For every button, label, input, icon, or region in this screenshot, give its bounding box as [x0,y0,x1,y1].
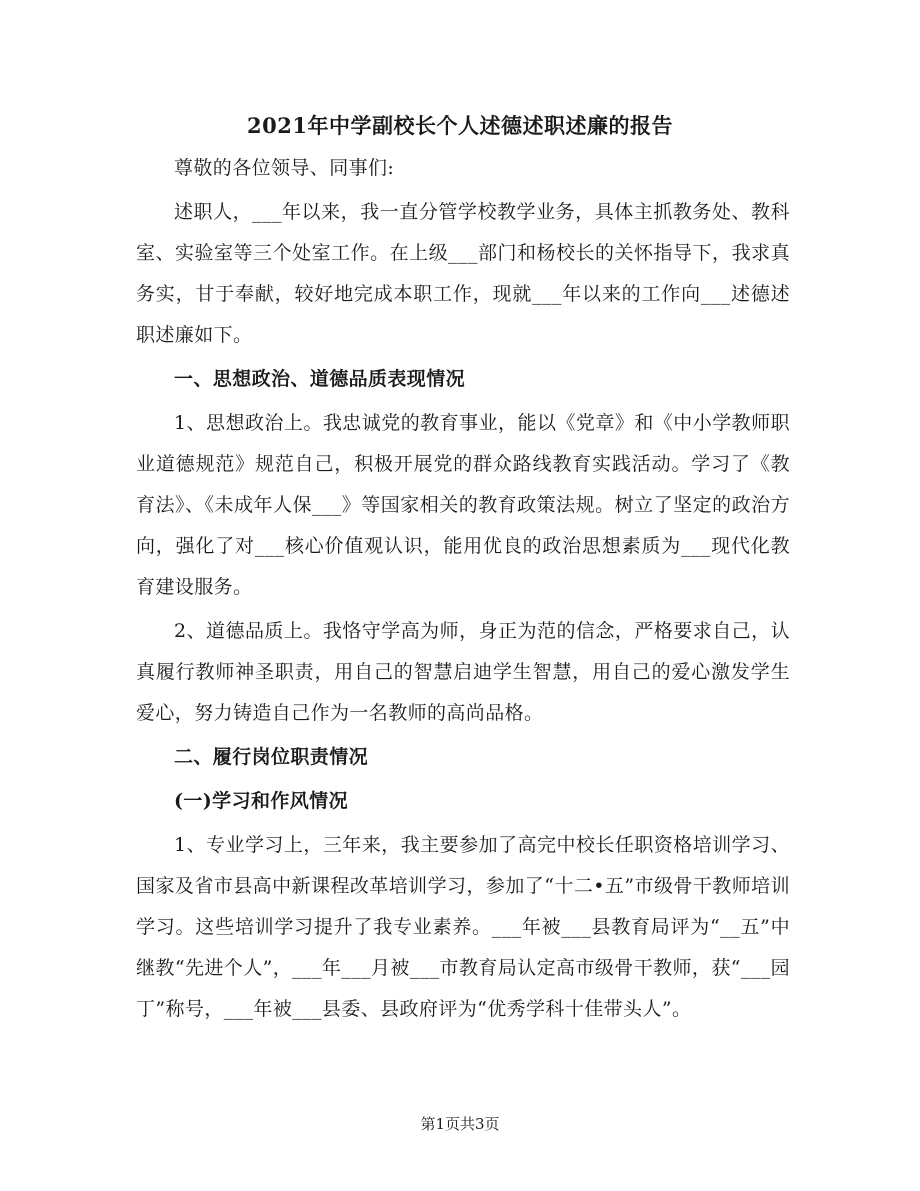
section-1-heading: 一、思想政治、道德品质表现情况 [174,368,466,390]
greeting: 尊敬的各位领导、同事们: [174,157,395,179]
section-1-paragraph-2: 2、道德品质上。我恪守学高为师，身正为范的信念，严格要求自己，认真履行教师神圣职责，用自己的智慧启迪学生智慧，用自己的爱心激发学生爱心，努力铸造自己作为一名教师的高尚品格。 [136,620,790,724]
intro-paragraph: 述职人，___年以来，我一直分管学校教学业务，具体主抓教务处、教科室、实验室等三个处室工作。在上级___部门和杨校长的关怀指导下，我求真务实，甘于奉献，较好地完成本职工作，现就___年以来的工作向___述德述职述廉如下。 [136,201,790,346]
section-2-heading: 二、履行岗位职责情况 [174,746,369,768]
section-2-paragraph-1: 1、专业学习上，三年来，我主要参加了高完中校长任职资格培训学习、国家及省市县高中新课程改革培训学习，参加了“十二•五”市级骨干教师培训学习。这些培训学习提升了我专业素养。___年被___县教育局评为“__五”中继教“先进个人”，___年___月被___市教育局认定高市级骨干教师，获“___园丁”称号，___年被___县委、县政府评为“优秀学科十佳带头人”。 [136,834,790,1020]
section-1-paragraph-1: 1、思想政治上。我忠诚党的教育事业，能以《党章》和《中小学教师职业道德规范》规范自己，积极开展党的群众路线教育实践活动。学习了《教育法》、《未成年人保___》等国家相关的教育政策法规。树立了坚定的政治方向，强化了对___核心价值观认识，能用优良的政治思想素质为___现代化教育建设服务。 [136,412,790,598]
page-number: 第1页共3页 [420,1115,500,1133]
section-2-subheading-1: (一)学习和作风情况 [174,790,348,812]
document-body [136,148,790,1030]
document-title: 2021年中学副校长个人述德述职述廉的报告 [247,113,673,138]
